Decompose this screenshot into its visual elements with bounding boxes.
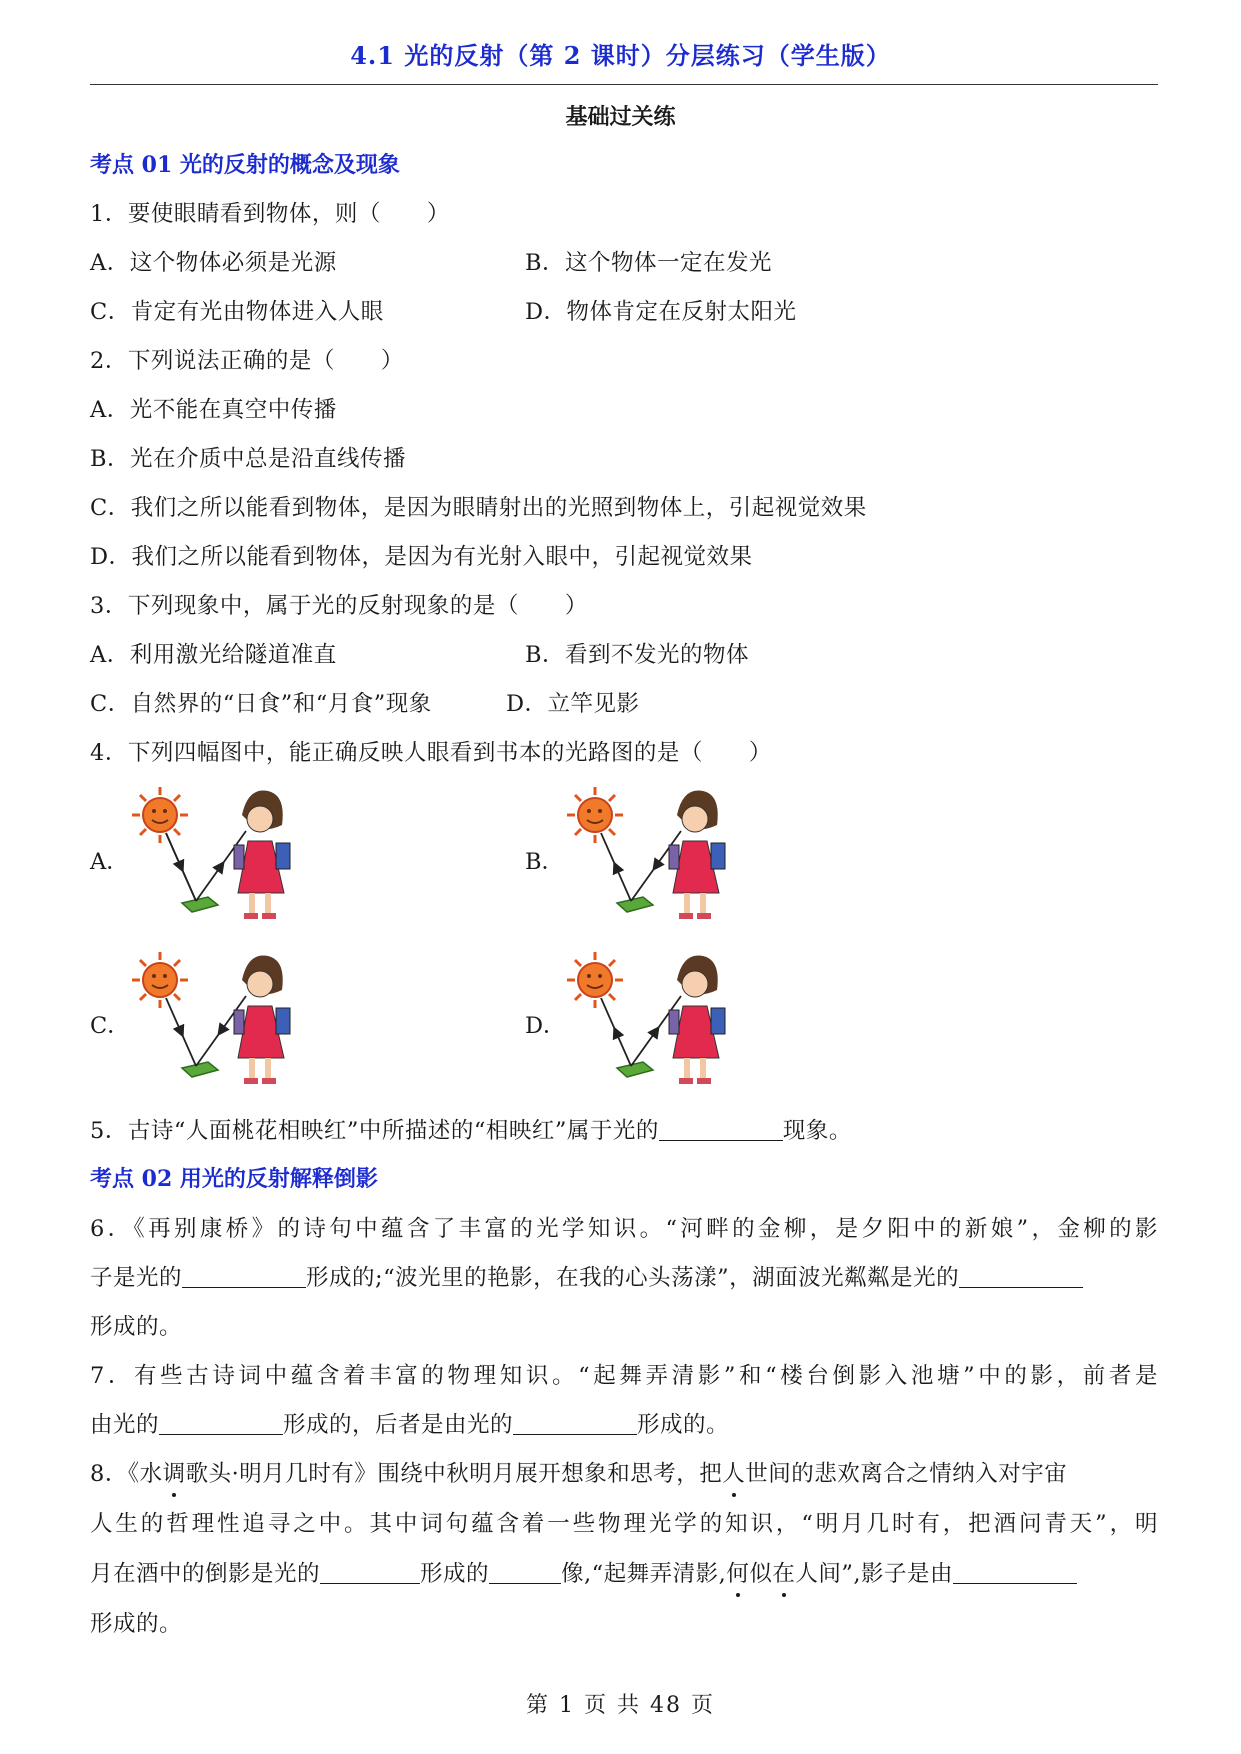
q4-stem: 4．下列四幅图中，能正确反映人眼看到书本的光路图的是（ ） — [90, 740, 772, 766]
q8-line-3-e: 人间”,影子是由 — [795, 1561, 954, 1587]
q8-emphasis-char-4: 在 — [772, 1556, 795, 1588]
header-divider — [90, 84, 1158, 85]
q8-line-1-b: 歌头·明月几时有》围绕中秋明月展开想象和思考，把 — [185, 1461, 723, 1487]
q6-line-2-mid: 形成的;“波光里的艳影，在我的心头荡漾”，湖面波光粼粼是光的 — [306, 1265, 960, 1291]
q7-blank-2[interactable] — [513, 1413, 637, 1435]
q1-stem: 1．要使眼睛看到物体，则（ ） — [90, 201, 450, 227]
q7-line-2-mid: 形成的，后者是由光的 — [283, 1412, 514, 1438]
topic-1-title: 考点 01 光的反射的概念及现象 — [90, 152, 400, 178]
q3-option-a: A．利用激光给隧道准直 — [90, 642, 337, 668]
q6-line-3: 形成的。 — [90, 1314, 183, 1340]
q1-option-b: B．这个物体一定在发光 — [525, 250, 773, 276]
q3-option-d: D．立竿见影 — [506, 691, 640, 717]
q5-text — [90, 1113, 852, 1145]
q3-option-c: C．自然界的“日食”和“月食”现象 — [90, 691, 432, 717]
q2-stem: 2．下列说法正确的是（ ） — [90, 348, 404, 374]
sun-icon — [132, 787, 188, 843]
topic-2-title: 考点 02 用光的反射解释倒影 — [90, 1166, 378, 1192]
q8-line-3-d: 似 — [749, 1561, 773, 1587]
q5-text-pre: 5．古诗“人面桃花相映红”中所描述的“相映红”属于光的 — [90, 1118, 659, 1144]
q8-line-4: 形成的。 — [90, 1611, 183, 1637]
q7-line-2-post: 形成的。 — [637, 1412, 730, 1438]
q3-stem: 3．下列现象中，属于光的反射现象的是（ ） — [90, 593, 588, 619]
girl-icon — [234, 956, 290, 1085]
page-number: 第 1 页 共 48 页 — [526, 1693, 715, 1718]
q8-line-2: 人生的哲理性追寻之中。其中词句蕴含着一些物理光学的知识，“明月几时有，把酒问青天”，明 — [90, 1511, 1158, 1537]
q2-option-c: C．我们之所以能看到物体，是因为眼睛射出的光照到物体上，引起视觉效果 — [90, 495, 867, 521]
q2-option-b: B．光在介质中总是沿直线传播 — [90, 446, 407, 472]
book-icon — [182, 1062, 218, 1077]
book-icon — [617, 1062, 653, 1077]
q4-option-b-label: B． — [525, 849, 565, 875]
q6-line-2 — [90, 1260, 1083, 1292]
q4-figure-b — [565, 785, 755, 925]
q7-line-2 — [90, 1407, 729, 1439]
q8-line-3-b: 形成的 — [420, 1561, 490, 1587]
section-title: 基础过关练 — [565, 104, 676, 130]
girl-icon — [669, 956, 725, 1085]
q3-option-b: B．看到不发光的物体 — [525, 642, 750, 668]
q8-line-1 — [90, 1456, 1067, 1488]
q4-option-c-label: C． — [90, 1013, 130, 1039]
book-icon — [617, 897, 653, 912]
q4-option-d-label: D． — [525, 1013, 566, 1039]
q8-line-3 — [90, 1556, 1077, 1588]
q7-line-2-pre: 由光的 — [90, 1412, 160, 1438]
q4-option-a-label: A． — [90, 849, 129, 875]
q1-option-c: C．肯定有光由物体进入人眼 — [90, 299, 384, 325]
q2-option-a: A．光不能在真空中传播 — [90, 397, 337, 423]
q7-line-1: 7．有些古诗词中蕴含着丰富的物理知识。“起舞弄清影”和“楼台倒影入池塘”中的影，前者是 — [90, 1363, 1158, 1389]
q8-blank-1[interactable] — [320, 1562, 420, 1584]
q8-emphasis-char-1: 调 — [163, 1456, 186, 1488]
q5-answer-blank[interactable] — [659, 1119, 783, 1141]
q6-line-2-pre: 子是光的 — [90, 1265, 183, 1291]
book-icon — [182, 897, 218, 912]
q6-blank-2[interactable] — [959, 1266, 1083, 1288]
sun-icon — [132, 952, 188, 1008]
q7-blank-1[interactable] — [159, 1413, 283, 1435]
girl-icon — [234, 791, 290, 920]
q4-figure-a — [130, 785, 320, 925]
sun-icon — [567, 952, 623, 1008]
girl-icon — [669, 791, 725, 920]
q8-blank-3[interactable] — [953, 1562, 1077, 1584]
q6-line-1: 6．《再别康桥》的诗句中蕴含了丰富的光学知识。“河畔的金柳，是夕阳中的新娘”，金柳的影 — [90, 1216, 1158, 1242]
header-title: 4.1 光的反射（第 2 课时）分层练习（学生版） — [350, 41, 891, 70]
q1-option-a: A．这个物体必须是光源 — [90, 250, 337, 276]
q8-blank-2[interactable] — [489, 1562, 561, 1584]
q8-line-3-a: 月在酒中的倒影是光的 — [90, 1561, 321, 1587]
q5-text-post: 现象。 — [782, 1118, 852, 1144]
q6-blank-1[interactable] — [182, 1266, 306, 1288]
q4-figure-d — [565, 950, 755, 1090]
q8-line-1-c: 世间的悲欢离合之情纳入对宇宙 — [745, 1461, 1068, 1487]
q8-line-1-a: 8．《水 — [90, 1461, 163, 1487]
q8-emphasis-char-2: 人 — [722, 1456, 745, 1488]
q8-line-3-c: 像,“起舞弄清影, — [561, 1561, 727, 1587]
q1-option-d: D．物体肯定在反射太阳光 — [525, 299, 797, 325]
q8-emphasis-char-3: 何 — [726, 1556, 749, 1588]
q4-figure-c — [130, 950, 320, 1090]
sun-icon — [567, 787, 623, 843]
q2-option-d: D．我们之所以能看到物体，是因为有光射入眼中，引起视觉效果 — [90, 544, 753, 570]
